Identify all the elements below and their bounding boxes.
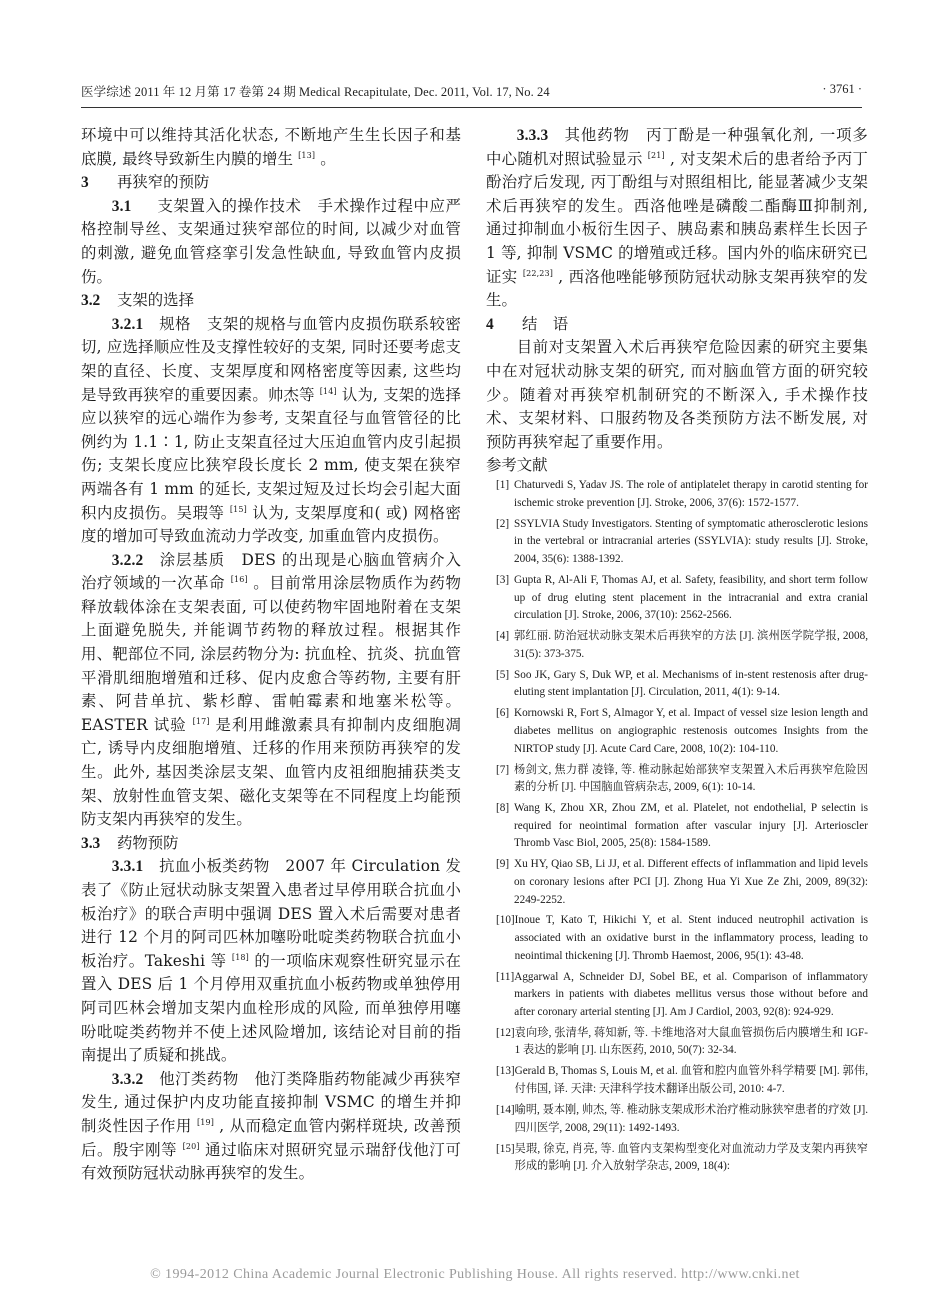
subsection-title: 涂层基质 (158, 550, 226, 569)
section-title: 支架的选择 (117, 291, 194, 310)
citation-marker: [20] (182, 1141, 200, 1151)
paragraph-text: 手术操作过程中应严格控制导丝、支架通过狭窄部位的时间, 以减少对血管的刺激, 避免血管痉挛引发急性缺血, 导致血管内皮损伤。 (81, 196, 461, 286)
reference-item (486, 628, 868, 663)
paragraph-text: 丙丁酚是一种强氧化剂, 一项多中心随机对照试验显示 [21] , 对支架术后的患者给予丙丁酚治疗后发现, 丙丁酚组与对照组相比, 能显著减少支架术后再狭窄的发生。西洛他唑是磷酸二酯酶Ⅲ抑制剂, 通过抑制血小板衍生因子、胰岛素和胰岛素样生长因子 1 等, 抑制 VSMC 的增殖或迁移。国内外的临床研究已证实 [22,23] , 西洛他唑能够预防冠状动脉支架再狭窄的发生。 (486, 126, 868, 310)
reference-list (486, 477, 868, 1175)
section-title: 药物预防 (117, 833, 179, 852)
reference-number: [1] (496, 479, 510, 492)
citation-marker: [21] (647, 150, 665, 160)
reference-item (486, 572, 868, 625)
paragraph-text: 环境中可以维持其活化状态, 不断地产生生长因子和基底膜, 最终导致新生内膜的增生 [13] 。 (81, 126, 461, 168)
paragraph (81, 549, 461, 832)
subsection-number: 3.3.2 (111, 1070, 144, 1088)
citation-marker: [16] (230, 575, 248, 585)
reference-text: 吴瑕, 徐克, 肖亮, 等. 血管内支架构型变化对血流动力学及支架内再狭窄形成的影响 [J]. 介入放射学杂志, 2009, 18(4): (514, 1142, 868, 1173)
reference-number: [13] (496, 1065, 515, 1078)
reference-text: Gerald B, Thomas S, Louis M, et al. 血管和腔内血管外科学精要 [M]. 郭伟, 付伟国, 译. 天津: 天津科学技术翻译出版公司, 2010: 4-7. (514, 1065, 868, 1095)
reference-text: Chaturvedi S, Yadav JS. The role of antiplatelet therapy in carotid stenting for ischemic stroke prevention [J]. Stroke, 2006, 37(6): 1572-1577. (514, 479, 868, 509)
citation-marker: [13] (298, 150, 316, 160)
reference-text: Kornowski R, Fort S, Almagor Y, et al. Impact of vessel size lesion length and diabetes mellitus on angiographic restenosis outcomes Insights from the NIRTOP study [J]. Acute Card Care, 2008, 10(2): 104-110. (514, 707, 868, 755)
subsection-title: 支架置入的操作技术 (157, 196, 302, 215)
reference-text: SSYLVIA Study Investigators. Stenting of symptomatic atherosclerotic lesions in the vertebral or intracranial arteries (SSYLVIA): study results [J]. Stroke, 2004, 35(6): 1388-1392. (514, 517, 868, 566)
header-rule (81, 107, 862, 108)
reference-number: [3] (496, 574, 510, 587)
subsection-number: 3.2.2 (111, 551, 144, 569)
reference-text: 郭红丽. 防治冠状动脉支架术后再狭窄的方法 [J]. 滨州医学院学报, 2008, 31(5): 373-375. (514, 630, 868, 660)
subsection-title: 规格 (158, 314, 192, 333)
section-number: 3.3 (81, 834, 101, 852)
right-column (486, 124, 868, 1179)
paragraph-text: 支架的规格与血管内皮损伤联系较密切, 应选择顺应性及支撑性较好的支架, 同时还要考虑支架的直径、长度、支架厚度和网格密度等因素, 这些均是导致再狭窄的重要因素。帅杰等 [14] 认为, 支架的选择应以狭窄的远心端作为参考, 支架直径与血管管径的比例约为 1.1∶1, 防止支架直径过大压迫血管内皮引起损伤; 支架长度应比狭窄段长度长 2 mm, 使支架在狭窄两端各有 1 mm 的延长, 支架过短及过长均会引起大面积内皮损伤。吴瑕等 [15] 认为, 支架厚度和( 或) 网格密度的增加可导致血流动力学改变, 加重血管内皮损伤。 (81, 314, 461, 546)
reference-number: [12] (496, 1026, 515, 1039)
subsection-number: 3.1 (111, 197, 132, 215)
reference-number: [5] (496, 668, 510, 681)
subsection-number: 3.2.1 (111, 315, 144, 333)
reference-text: 杨剑文, 焦力群 凌锋, 等. 椎动脉起始部狭窄支架置入术后再狭窄危险因素的分析 [J]. 中国脑血管病杂志, 2009, 6(1): 10-14. (514, 763, 868, 794)
reference-number: [10] (496, 914, 515, 927)
reference-item (486, 969, 868, 1022)
reference-item (486, 1063, 868, 1098)
section-title: 再狭窄的预防 (117, 173, 210, 192)
paragraph (81, 1068, 461, 1186)
citation-marker: [17] (192, 716, 210, 726)
section-heading (81, 832, 461, 856)
paragraph (486, 336, 868, 454)
reference-number: [11] (496, 970, 515, 983)
reference-item (486, 516, 868, 569)
copyright-footer: © 1994-2012 China Academic Journal Electronic Publishing House. All rights reserved. http://www.cnki.net (150, 1267, 800, 1282)
page-number: · 3761 · (822, 82, 862, 96)
paragraph (81, 313, 461, 549)
reference-text: Xu HY, Qiao SB, Li JJ, et al. Different effects of inflammation and lipid levels on coronary lesions after PCI [J]. Zhong Hua Yi Xue Ze Zhi, 2009, 89(32): 2249-2252. (514, 858, 868, 906)
reference-item (486, 705, 868, 758)
citation-marker: [19] (196, 1117, 214, 1127)
reference-item (486, 1141, 868, 1176)
reference-item (486, 856, 868, 909)
reference-number: [9] (496, 858, 510, 871)
right-column-body (486, 124, 868, 454)
citation-marker: [14] (319, 386, 337, 396)
citation-marker: [18] (231, 952, 249, 962)
left-column (81, 124, 461, 1186)
section-title: 结 语 (522, 314, 569, 333)
section-heading (81, 289, 461, 313)
paragraph (81, 855, 461, 1067)
reference-item (486, 800, 868, 853)
subsection-number: 3.3.3 (516, 127, 549, 144)
section-number: 4 (486, 315, 494, 333)
subsection-title: 其他药物 (563, 126, 630, 144)
paragraph-text: 他汀类降脂药物能减少再狭窄发生, 通过保护内皮功能直接抑制 VSMC 的增生并抑制炎性因子作用 [19] , 从而稳定血管内粥样斑块, 改善预后。殷宇刚等 [20] 通过临床对照研究显示瑞舒伐他汀可有效预防冠状动脉再狭窄的发生。 (81, 1069, 462, 1183)
reference-text: 喻明, 聂本刚, 帅杰, 等. 椎动脉支架成形术治疗椎动脉狭窄患者的疗效 [J]. 四川医学, 2008, 29(11): 1492-1493. (514, 1103, 868, 1134)
subsection-title: 抗血小板类药物 (158, 857, 270, 876)
reference-text: 袁向珍, 张清华, 蒋知新, 等. 卡维地洛对大鼠血管损伤后内膜增生和 IGF-1 表达的影响 [J]. 山东医药, 2010, 50(7): 32-34. (514, 1026, 868, 1057)
reference-number: [7] (496, 763, 510, 776)
reference-item (486, 912, 868, 965)
reference-text: Soo JK, Gary S, Duk WP, et al. Mechanisms of in-stent restenosis after drug-eluting stent implantation [J]. Circulation, 2011, 4(1): 9-14. (514, 668, 868, 699)
reference-text: Inoue T, Kato T, Hikichi Y, et al. Stent induced neutrophil activation is associated with an oxidative burst in the inflammatory process, leading to neointimal thickening [J]. Thromb Haemost, 2006, 95(1): 43-48. (514, 914, 868, 962)
reference-text: Aggarwal A, Schneider DJ, Sobel BE, et al. Comparison of inflammatory markers in patients with diabetes mellitus versus those without before and after coronary arterial stenting [J]. Am J Cardiol, 2003, 92(8): 924-929. (514, 970, 868, 1018)
subsection-title: 他汀类药物 (158, 1069, 239, 1088)
reference-number: [15] (496, 1142, 515, 1155)
running-header-journal: 医学综述 2011 年 12 月第 17 卷第 24 期 Medical Recapitulate, Dec. 2011, Vol. 17, No. 24 (81, 85, 550, 99)
section-heading (81, 171, 461, 195)
reference-number: [4] (496, 630, 510, 643)
reference-number: [8] (496, 802, 510, 815)
section-heading (486, 313, 868, 337)
paragraph (81, 195, 461, 289)
reference-item (486, 477, 868, 512)
section-number: 3 (81, 174, 89, 192)
reference-number: [14] (496, 1103, 515, 1116)
paragraph-text: 2007 年 Circulation 发表了《防止冠状动脉支架置入患者过早停用联合抗血小板治疗》的联合声明中强调 DES 置入术后需要对患者进行 12 个月的阿司匹林加噻吩吡啶类药物联合抗血小板治疗。Takeshi 等 [18] 的一项临床观察性研究显示在置入 DES 后 1 个月停用双重抗血小板药物或单独停用阿司匹林会增加支架内血栓形成的风险, 而单独停用噻吩吡啶类药物并不使上述风险增加, 该结论对目前的指南提出了质疑和挑战。 (81, 857, 461, 1065)
citation-marker: [22,23] (522, 268, 554, 278)
paragraph-text: 目前对支架置入术后再狭窄危险因素的研究主要集中在对冠状动脉支架的研究, 而对脑血管方面的研究较少。随着对再狭窄机制研究的不断深入, 手术操作技术、支架材料、口服药物及各类预防方法不断发展, 对预防再狭窄起了重要作用。 (486, 338, 868, 451)
references-title: 参考文献 (486, 456, 548, 475)
subsection-number: 3.3.1 (111, 858, 144, 876)
reference-item (486, 1025, 868, 1060)
paragraph (81, 124, 461, 171)
reference-item (486, 1102, 868, 1137)
reference-number: [2] (496, 517, 510, 530)
reference-text: Gupta R, Al-Ali F, Thomas AJ, et al. Safety, feasibility, and short term follow up of drug eluting stent placement in the intracranial and extra cranial circulation [J]. Stroke, 2006, 37(10): 2562-2566. (514, 574, 868, 622)
reference-number: [6] (496, 707, 510, 720)
paragraph-text: DES 的出现是心脑血管病介入治疗领域的一次革命 [16] 。目前常用涂层物质作为药物释放载体涂在支架表面, 可以使药物牢固地附着在支架上面避免脱失, 并能调节药物的释放过程。根据其作用、靶部位不同, 涂层药物分为: 抗血栓、抗炎、抗血管平滑肌细胞增殖和迁移、促内皮愈合等药物, 主要有肝素、阿昔单抗、紫杉醇、雷帕霉素和地塞米松等。EASTER 试验 [17] 是利用雌激素具有抑制内皮细胞凋亡, 诱导内皮细胞增殖、迁移的作用来预防再狭窄的发生。此外, 基因类涂层支架、血管内皮祖细胞捕获类支架、放射性血管支架、磁化支架等在不同程度上均能预防支架内再狭窄的发生。 (81, 550, 461, 829)
section-number: 3.2 (81, 292, 101, 310)
reference-item (486, 667, 868, 702)
citation-marker: [15] (229, 504, 247, 514)
paragraph (486, 124, 868, 313)
reference-item (486, 762, 868, 797)
reference-text: Wang K, Zhou XR, Zhou ZM, et al. Platelet, not endothelial, P selectin is required for neointimal formation after vascular injury [J]. Arterioscler Thromb Vasc Biol, 2005, 25(8): 1584-1589. (514, 802, 868, 850)
